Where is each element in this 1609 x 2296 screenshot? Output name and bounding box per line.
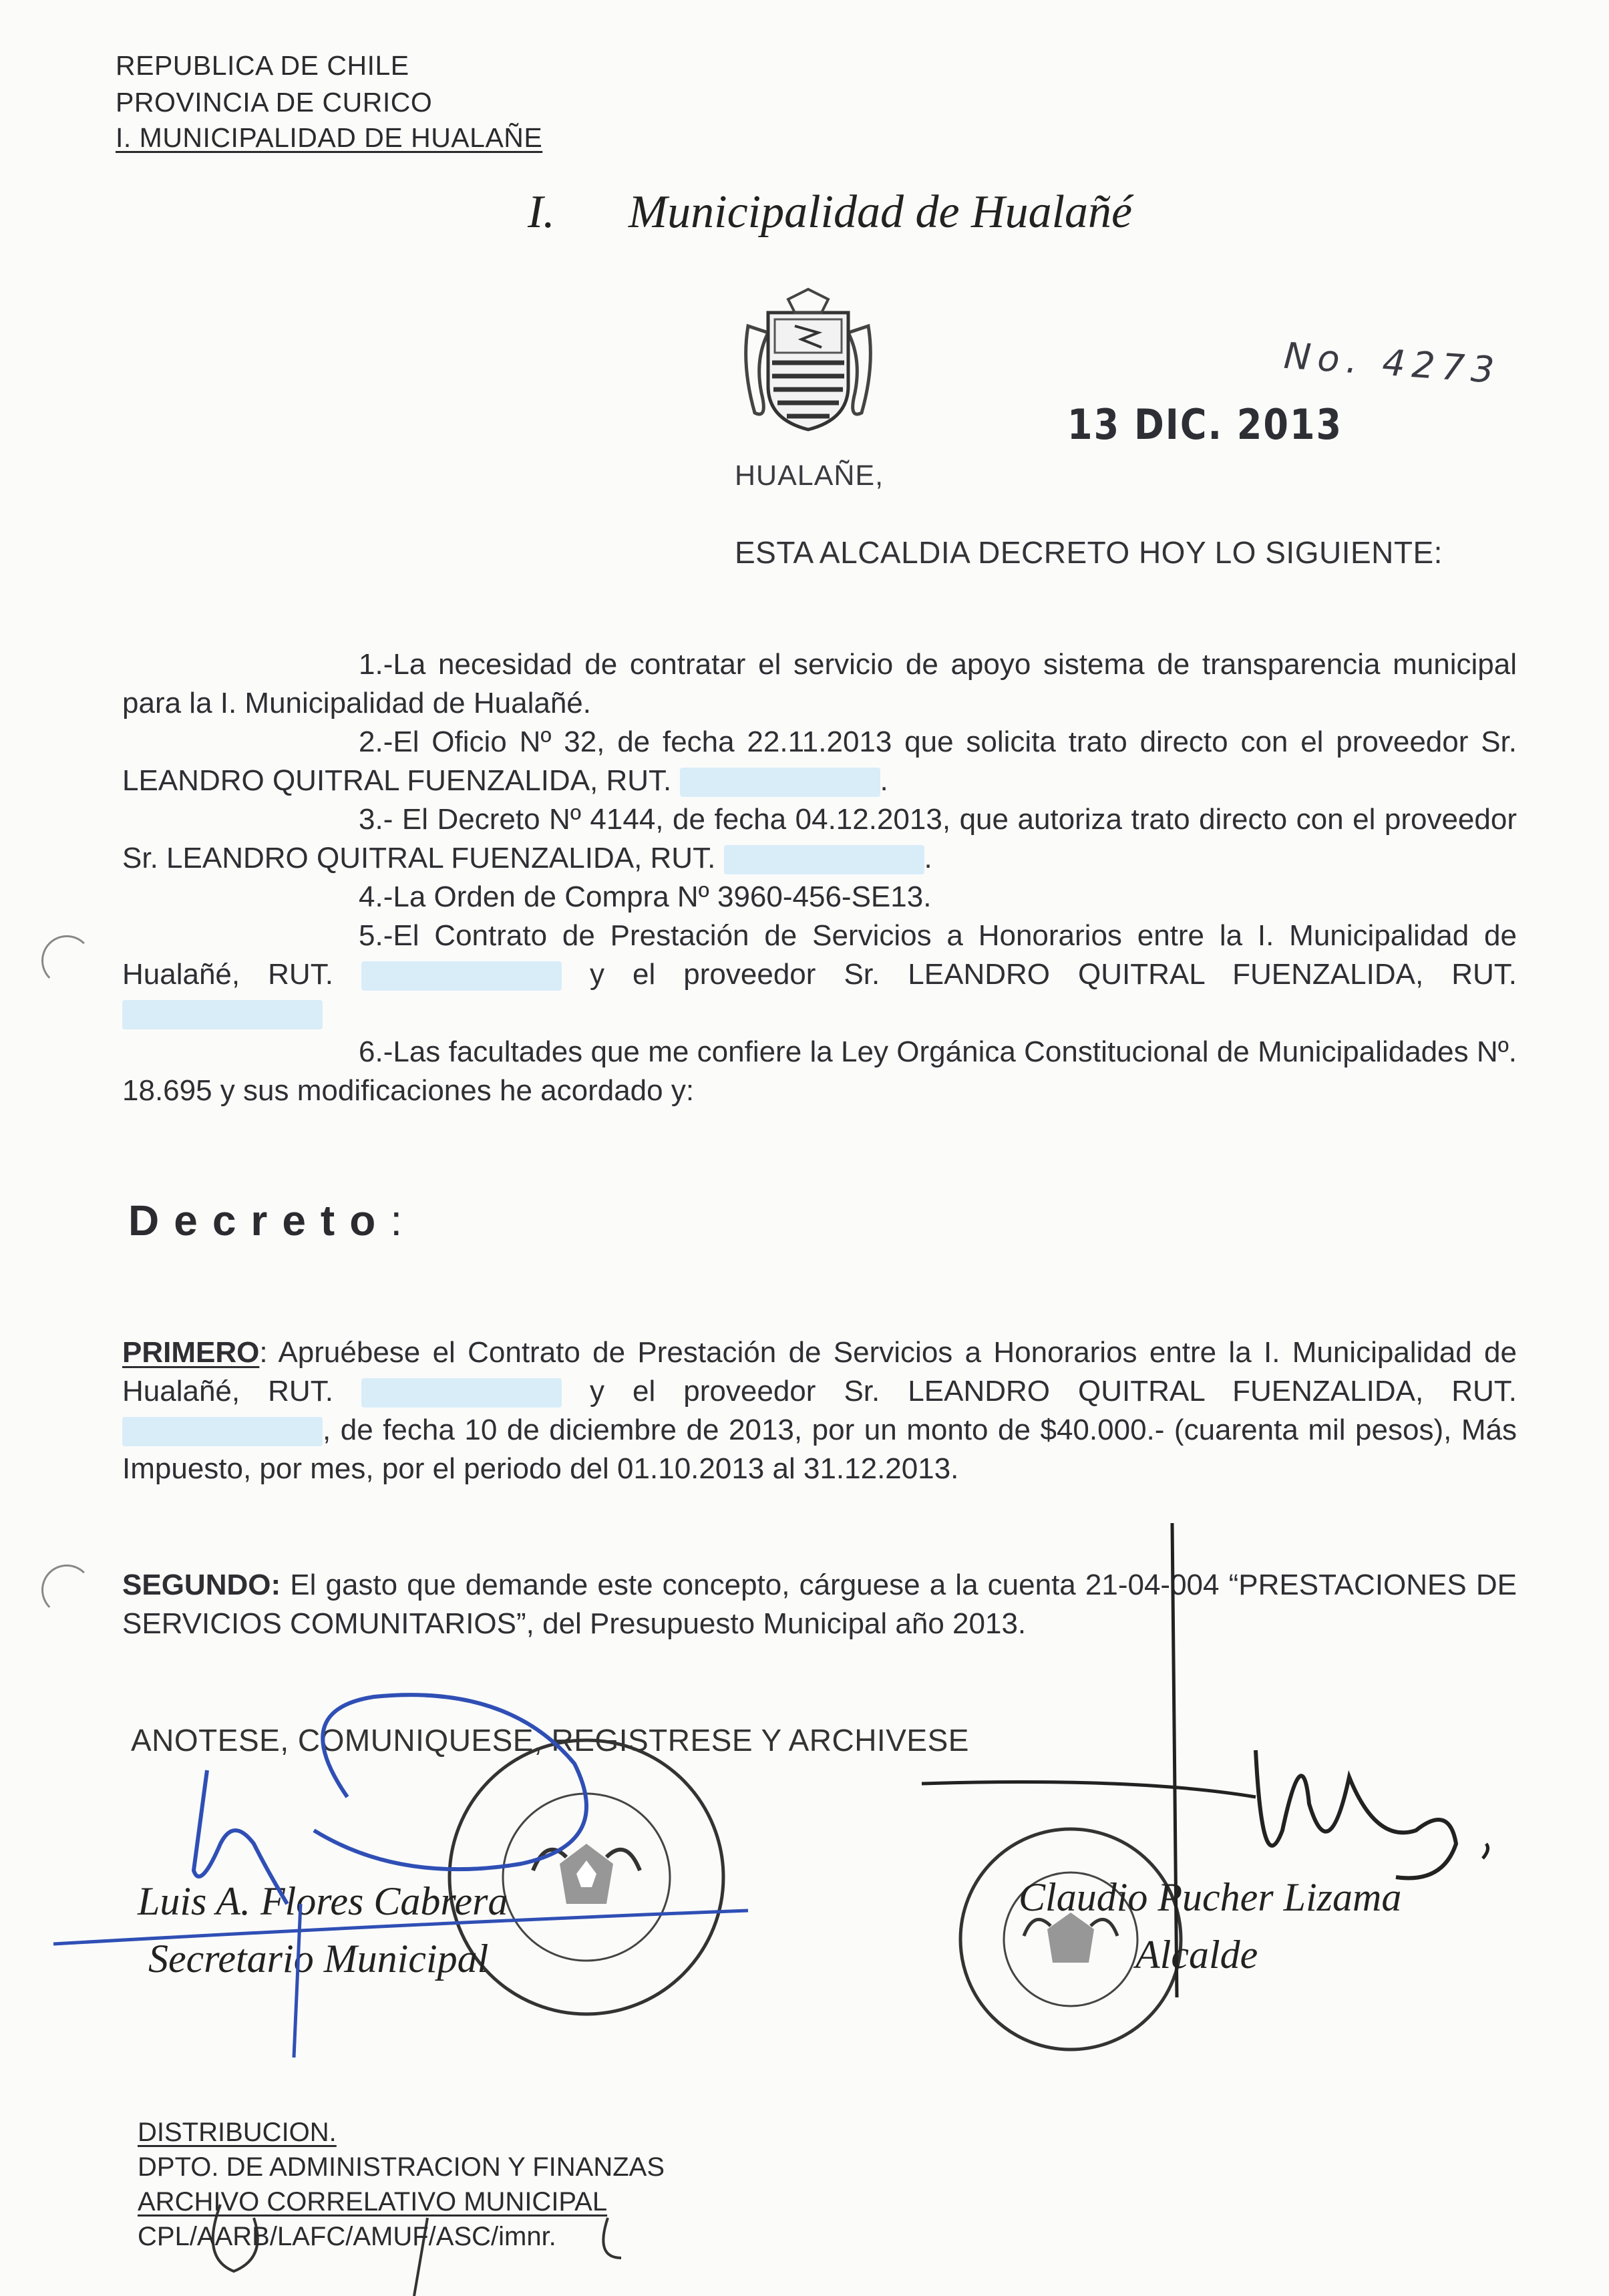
segundo-label: SEGUNDO: <box>122 1569 281 1601</box>
title-name: Municipalidad de Hualañé <box>628 186 1133 238</box>
redacted-rut <box>122 1417 323 1446</box>
secretary-name: Luis A. Flores Cabrera <box>138 1879 508 1923</box>
redacted-rut <box>724 845 924 874</box>
distribution-line-1: DPTO. DE ADMINISTRACION Y FINANZAS <box>138 2152 665 2182</box>
closing-formula: ANOTESE, COMUNIQUESE, REGISTRESE Y ARCHIVESE <box>131 1723 969 1758</box>
punch-hole <box>41 935 92 986</box>
decreto-heading: Decreto: <box>128 1196 403 1245</box>
secretary-seal-icon <box>433 1724 740 2031</box>
primero-label: PRIMERO <box>122 1336 260 1369</box>
primero-clause: PRIMERO: Apruébese el Contrato de Prestación de Servicios a Honorarios entre la I. Municipalidad de Hualañé, RUT. y el proveedor Sr. LEANDRO QUITRAL FUENZALIDA, RUT. , de fecha 10 de diciembre de 2013, por un monto de $40.000.- (cuarenta mil pesos), Más Impuesto, por mes, por el periodo del 01.10.2013 al 31.12.2013. <box>122 1336 1517 1485</box>
segundo-clause: SEGUNDO: El gasto que demande este concepto, cárguese a la cuenta 21-04-004 “PRESTACIONES DE SERVICIOS COMUNITARIOS”, del Presupuesto Municipal año 2013. <box>122 1569 1517 1640</box>
considerando-6: 6.-Las facultades que me confiere la Ley Orgánica Constitucional de Municipalidades Nº. 18.695 y sus modificaciones he acordado y: <box>122 1035 1517 1107</box>
secretary-title: Secretario Municipal <box>148 1937 489 1981</box>
punch-hole <box>41 1565 92 1615</box>
province-header: PROVINCIA DE CURICO <box>116 87 433 118</box>
considerandos <box>122 645 1517 1110</box>
place-label: HUALAÑE, <box>735 460 884 492</box>
redacted-rut <box>361 961 562 991</box>
redacted-rut <box>361 1378 562 1408</box>
mayor-name: Claudio Pucher Lizama <box>1019 1875 1402 1919</box>
redacted-rut <box>122 1000 323 1029</box>
date-stamp: 13 DIC. 2013 <box>1067 400 1343 449</box>
considerando-5: 5.-El Contrato de Prestación de Servicios a Honorarios entre la I. Municipalidad de Hualañé, RUT. y el proveedor Sr. LEANDRO QUITRAL FUENZALIDA, RUT. <box>122 917 1517 1033</box>
mayor-title: Alcalde <box>1135 1933 1258 1977</box>
distribution-heading: DISTRIBUCION. <box>138 2118 337 2147</box>
considerando-1: 1.-La necesidad de contratar el servicio de apoyo sistema de transparencia municipal para la I. Municipalidad de Hualañé. <box>122 648 1517 719</box>
considerando-2: 2.-El Oficio Nº 32, de fecha 22.11.2013 que solicita trato directo con el proveedor Sr. LEANDRO QUITRAL FUENZALIDA, RUT. . <box>122 725 1517 797</box>
republic-header: REPUBLICA DE CHILE <box>116 50 409 81</box>
distribution-line-2: ARCHIVO CORRELATIVO MUNICIPAL <box>138 2187 608 2217</box>
document-title <box>528 186 1132 239</box>
coat-of-arms-icon <box>728 286 888 446</box>
considerando-4: 4.-La Orden de Compra Nº 3960-456-SE13. <box>359 880 932 913</box>
municipality-header: I. MUNICIPALIDAD DE HUALAÑE <box>116 122 543 153</box>
considerando-3: 3.- El Decreto Nº 4144, de fecha 04.12.2013, que autoriza trato directo con el proveedor Sr. LEANDRO QUITRAL FUENZALIDA, RUT. . <box>122 803 1517 874</box>
redacted-rut <box>680 768 880 797</box>
decree-number-stamp: No. 4273 <box>1282 334 1503 392</box>
title-prefix: I. <box>528 186 555 238</box>
decree-intro: ESTA ALCALDIA DECRETO HOY LO SIGUIENTE: <box>735 535 1443 570</box>
distribution-line-3: CPL/AARB/LAFC/AMUF/ASC/imnr. <box>138 2222 556 2251</box>
